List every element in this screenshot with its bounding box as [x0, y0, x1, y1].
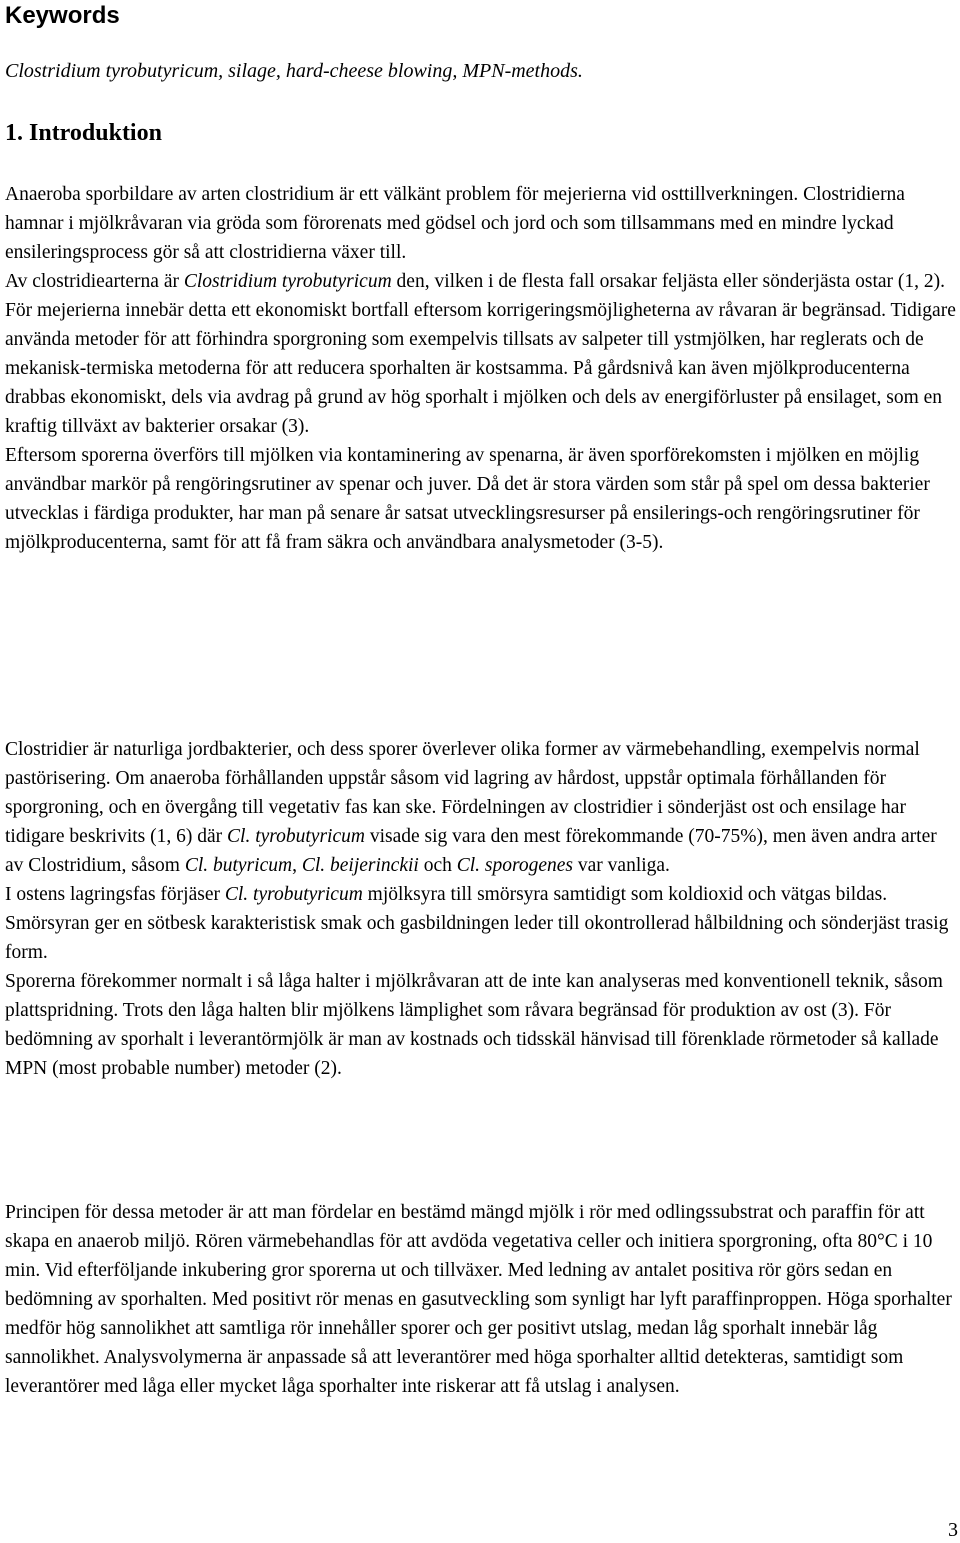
page-number: 3: [948, 1519, 958, 1541]
paragraph: I ostens lagringsfas förjäser Cl. tyrobutyricum mjölksyra till smörsyra samtidigt som koldioxid och vätgas bildas. Smörsyran ger en sötbesk karakteristisk smak och gasbildningen leder till okontrollerad hålbildning och sönderjäst trasig form.: [5, 884, 949, 963]
paragraph: Clostridier är naturliga jordbakterier, och dess sporer överlever olika former av värmebehandling, exempelvis normal pastörisering. Om anaeroba förhållanden uppstår såsom vid lagring av hårdost, uppstår optimala förhållanden för sporgroning, och en övergång till vegetativ fas kan ske. Fördelningen av clostridier i sönderjäst ost och ensilage har tidigare beskrivits (1, 6) där Cl. tyrobutyricum visade sig vara den mest förekommande (70-75%), men även andra arter av Clostridium, såsom Cl. butyricum, Cl. beijerinckii och Cl. sporogenes var vanliga.: [5, 739, 937, 876]
section-heading: 1. Introduktion: [5, 120, 162, 146]
intro-block-2: [5, 735, 960, 1083]
species-name: Cl. butyricum: [184, 855, 293, 876]
species-name: Cl. tyrobutyricum: [227, 826, 365, 847]
species-name: Cl. tyrobutyricum: [224, 884, 363, 905]
keywords-text: Clostridium tyrobutyricum, silage, hard-cheese blowing, MPN-methods.: [5, 60, 583, 82]
paragraph: Principen för dessa metoder är att man fördelar en bestämd mängd mjölk i rör med odlingssubstrat och paraffin för att skapa en anaerob miljö. Rören värmebehandlas för att avdöda vegetativa celler och initiera sporgroning, ofta 80°C i 10 min. Vid efterföljande inkubering gror sporerna ut och tillväxer. Med ledning av antalet positiva rör görs sedan en bedömning av sporhalten. Med positivt rör menas en gasutveckling som synligt har lyft paraffinproppen. Höga sporhalter medför hög sannolikhet att samtliga rör innehåller sporer och ger positivt utslag, medan låg sporhalt innebär låg sannolikhet. Analysvolymerna är anpassade så att leverantörer med höga sporhalter alltid detekteras, samtidigt som leverantörer med låga eller mycket låga sporhalter inte riskerar att få utslag i analysen.: [5, 1202, 952, 1397]
paragraph: Sporerna förekommer normalt i så låga halter i mjölkråvaran att de inte kan analyseras med konventionell teknik, såsom plattspridning. Trots den låga halten blir mjölkens lämplighet som råvara begränsad för produktion av ost (3). För bedömning av sporhalt i leverantörmjölk är man av kostnads och tidsskäl hänvisad till förenklade rörmetoder så kallade MPN (most probable number) metoder (2).: [5, 971, 943, 1079]
paragraph: Eftersom sporerna överförs till mjölken via kontaminering av spenarna, är även sporförekomsten i mjölken en möjlig användbar markör på rengöringsrutiner av spenar och juver. Då det är stora värden som står på spel om dessa bakterier utvecklas i färdiga produkter, har man på senare år satsat utvecklingsresurser på ensilerings-och rengöringsrutiner för mjölkproducenterna, samt för att få fram säkra och användbara analysmetoder (3-5).: [5, 445, 930, 553]
species-name: Clostridium tyrobutyricum: [183, 271, 392, 292]
paragraph: Anaeroba sporbildare av arten clostridium är ett välkänt problem för mejerierna vid osttillverkningen. Clostridierna hamnar i mjölkråvaran via gröda som förorenats med gödsel och jord och som tillsammans med en mindre lyckad ensileringsprocess gör så att clostridierna växer till.: [5, 184, 905, 263]
species-name: Cl. beijerinckii: [301, 855, 419, 876]
keywords-heading: Keywords: [5, 2, 120, 29]
paragraph: Av clostridiearterna är Clostridium tyrobutyricum den, vilken i de flesta fall orsakar feljästa eller sönderjästa ostar (1, 2). För mejerierna innebär detta ett ekonomiskt bortfall eftersom korrigeringsmöjligheterna av råvaran är begränsad. Tidigare använda metoder för att förhindra sporgroning som exempelvis tillsats av salpeter till ystmjölken, har reglerats och de mekanisk-termiska metoderna för att reducera sporhalten är kostsamma. På gårdsnivå kan även mjölkproducenterna drabbas ekonomiskt, dels via avdrag på grund av hög sporhalt i mjölken och dels av energiförluster på ensilaget, som en kraftig tillväxt av bakterier orsakar (3).: [5, 271, 956, 437]
species-name: Cl. sporogenes: [456, 855, 574, 876]
intro-block-1: [5, 180, 960, 557]
intro-block-3: [5, 1198, 960, 1401]
